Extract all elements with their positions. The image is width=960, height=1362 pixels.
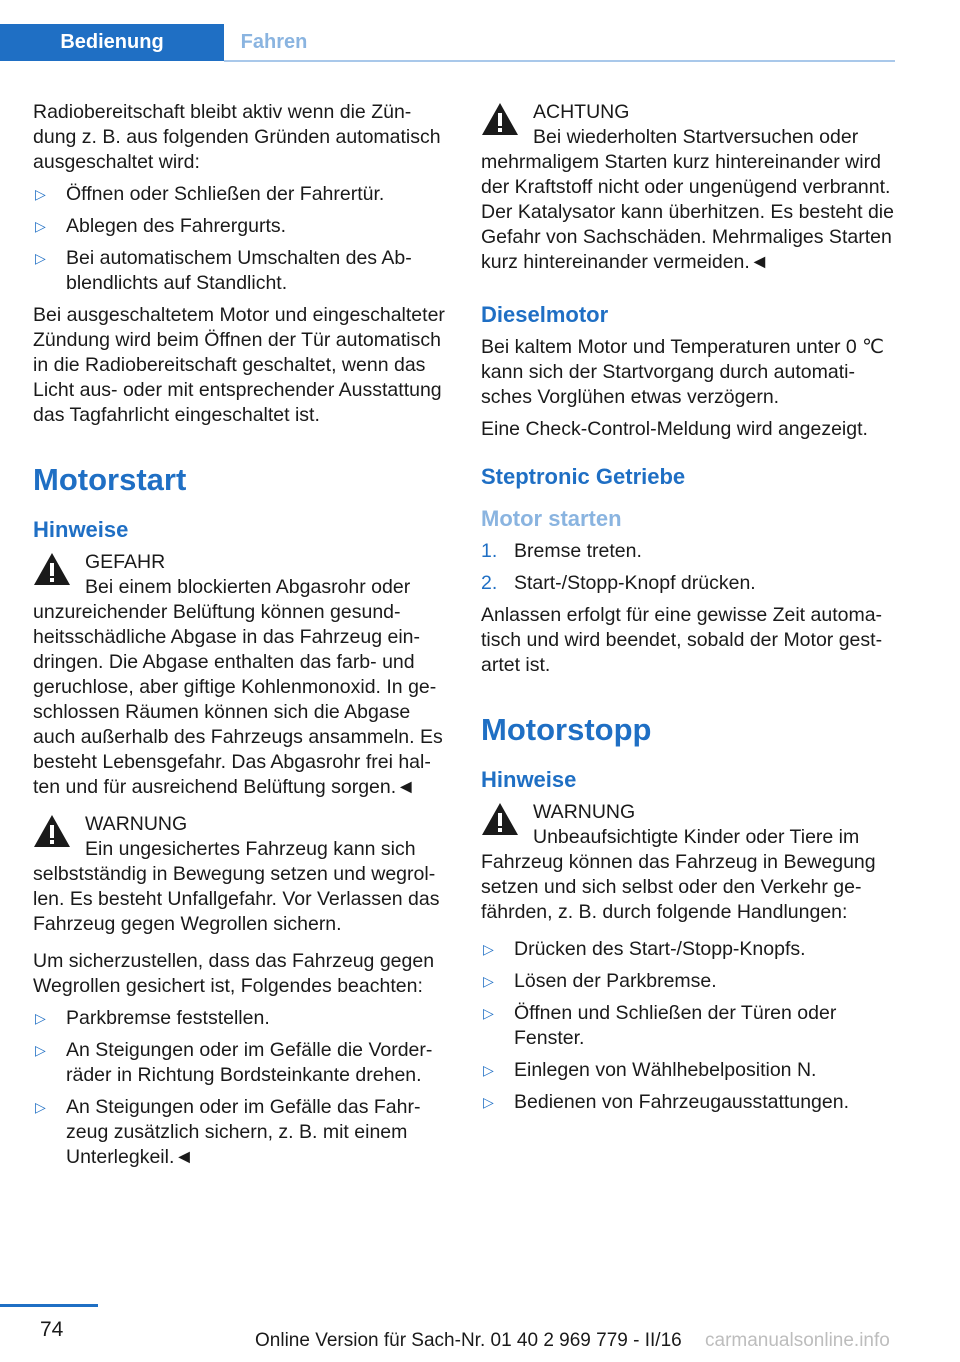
warning-label: GEFAHR [85,551,166,573]
list-item: 2. Start-/Stopp-Knopf drücken. [481,572,756,594]
radio-intro-2: Bei ausgeschaltetem Motor und eingeschalteter Zündung wird beim Öffnen der Tür automatisch in die Radiobereitschaft geschaltet, wenn das Licht aus- oder mit entsprechender Ausstattung das Tagfahrlicht eingeschaltet ist. [33,304,445,426]
secure-intro: Um sicherzustellen, dass das Fahrzeug gegen Wegrollen gesichert ist, Folgendes beachten: [33,950,435,997]
warning-text: Unbeaufsichtigte Kinder oder Tiere im Fahrzeug können das Fahrzeug in Bewegung setzen und sich selbst oder den Verkehr gefährden, z. B. durch folgende Handlungen: [481,826,876,923]
online-version: Online Version für Sach-Nr. 01 40 2 969 779 - II/16 [255,1330,682,1351]
secure-list [33,1006,448,1170]
triangle-bullet-icon: ▷ [35,1042,46,1058]
footer-rule [0,1304,98,1307]
warning-triangle-icon [33,814,71,848]
heading-steptronic: Steptronic Getriebe [481,464,686,489]
triangle-bullet-icon: ▷ [483,941,494,957]
triangle-bullet-icon: ▷ [35,186,46,202]
warning-warnung [481,800,896,925]
triangle-bullet-icon: ▷ [35,250,46,266]
warning-text: Bei einem blockierten Abgasrohr oder unzureichender Belüftung können gesundheitsschädliche Abgase in das Fahrzeug eindringen. Die Abgase enthalten das farb- und geruchlose, aber giftige Kohlenmonoxid. In geschlossen Räumen können sich die Abgase auch außerhalb des Fahrzeugs ansammeln. Es besteht Lebensgefahr. Das Abgasrohr frei halten und für ausreichend Belüftung sorgen.◄ [33,576,443,798]
warning-text: Bei wiederholten Startversuchen oder mehrmaligem Starten kurz hintereinander wird der Kraftstoff nicht oder ungenügend verbrannt. Der Katalysator kann überhitzen. Es besteht die Gefahr von Sachschäden. Mehrmaliges Starten kurz hintereinander vermeiden.◄ [481,126,894,273]
list-item: ▷ Öffnen und Schließen der Türen oder Fenster. [483,1002,837,1049]
triangle-bullet-icon: ▷ [483,1094,494,1110]
list-item: ▷ Lösen der Parkbremse. [483,970,717,992]
list-item: 1. Bremse treten. [481,540,642,562]
list-item: ▷ Öffnen oder Schließen der Fahrertür. [35,183,385,205]
heading-dieselmotor: Dieselmotor [481,302,609,327]
page-number: 74 [40,1318,64,1341]
stop-list [481,937,896,1115]
triangle-bullet-icon: ▷ [35,218,46,234]
left-column [33,100,448,1177]
radio-intro: Radiobereitschaft bleibt aktiv wenn die Zündung z. B. aus folgenden Gründen automatisch ausgeschaltet wird: [33,101,441,173]
heading-motorstopp: Motorstopp [481,712,652,747]
warning-label: ACHTUNG [533,101,630,123]
warning-triangle-icon [481,102,519,136]
heading-motorstart: Motorstart [33,462,187,497]
heading-motor-starten: Motor starten [481,506,622,531]
tab-bedienung[interactable]: Bedienung [0,24,224,61]
list-item: ▷ Einlegen von Wählhebelposition N. [483,1059,817,1081]
heading-hinweise: Hinweise [33,517,129,542]
list-item: ▷ An Steigungen oder im Gefälle das Fahrzeug zusätzlich sichern, z. B. mit einem Unterlegkeil.◄ [35,1096,421,1168]
warning-triangle-icon [33,552,71,586]
list-item: ▷ Bei automatischem Umschalten des Abblendlichts auf Standlicht. [35,247,412,294]
list-item: ▷ Drücken des Start-/Stopp-Knopfs. [483,938,806,960]
watermark: carmanualsonline.info [705,1330,890,1351]
list-item: ▷ An Steigungen oder im Gefälle die Vorderräder in Richtung Bordsteinkante drehen. [35,1039,433,1086]
radio-list [33,182,448,296]
start-steps [481,539,896,596]
warning-warnung [33,812,448,937]
right-column [481,100,896,1122]
triangle-bullet-icon: ▷ [483,1005,494,1021]
tab-fahren[interactable]: Fahren [240,31,308,53]
triangle-bullet-icon: ▷ [35,1099,46,1115]
warning-triangle-icon [481,802,519,836]
warning-gefahr [33,550,448,800]
list-item: ▷ Bedienen von Fahrzeugausstattungen. [483,1091,849,1113]
warning-achtung [481,100,896,275]
warning-label: WARNUNG [85,813,188,835]
diesel-text: Bei kaltem Motor und Temperaturen unter 0 ℃ kann sich der Startvorgang durch automatisches Vorglühen etwas verzögern. [481,336,885,408]
diesel-text-2: Eine Check-Control-Meldung wird angezeigt. [481,418,868,440]
list-item: ▷ Ablegen des Fahrergurts. [35,215,287,237]
heading-hinweise: Hinweise [481,767,577,792]
tab-rule [224,60,895,62]
anlassen-text: Anlassen erfolgt für eine gewisse Zeit automatisch und wird beendet, sobald der Motor gestartet ist. [481,604,883,676]
triangle-bullet-icon: ▷ [483,973,494,989]
list-item: ▷ Parkbremse feststellen. [35,1007,270,1029]
warning-label: WARNUNG [533,801,636,823]
warning-text: Ein ungesichertes Fahrzeug kann sich selbstständig in Bewegung setzen und wegrollen. Es besteht Unfallgefahr. Vor Verlassen das Fahrzeug gegen Wegrollen sichern. [33,838,440,935]
triangle-bullet-icon: ▷ [483,1062,494,1078]
chapter-tabs [0,0,895,62]
triangle-bullet-icon: ▷ [35,1010,46,1026]
